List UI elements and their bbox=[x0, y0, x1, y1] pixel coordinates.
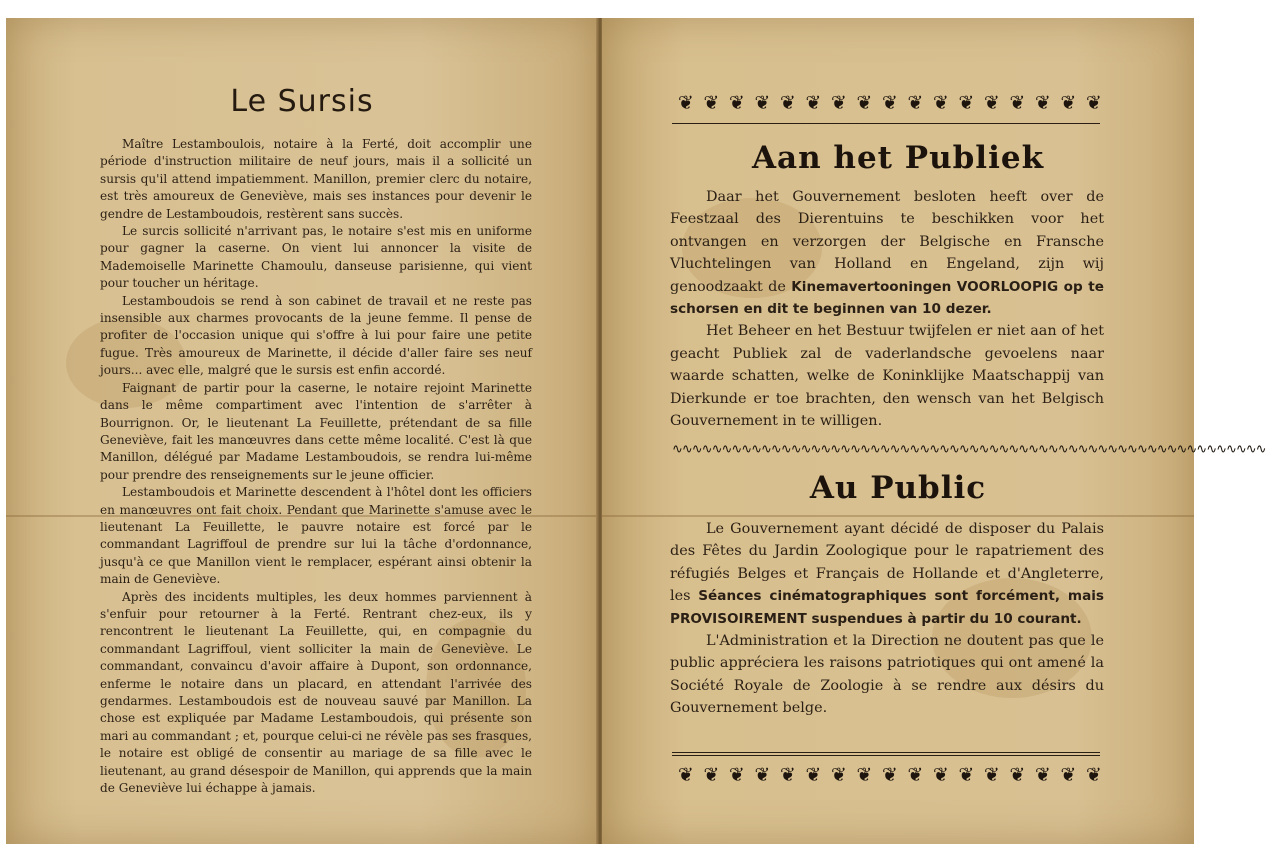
synopsis-paragraph: Après des incidents multiples, les deux hommes parviennent à s'enfuir pour retourner à la Ferté. Rentrant chez-eux, ils y rencontrent le lieutenant La Feuillette, qui, en compagnie du commandant Lagriffoul, vient solliciter la main de Geneviève. Le commandant, convaincu d'avoir affaire à Dupont, son ordonnance, enferme le notaire dans un placard, en attendant l'arrivée des gendarmes. Lestamboudois est de nouveau sauvé par Manillon. La chose est expliquée par Madame Lestamboudois, qui présente son mari au commandant ; et, pourque celui-ci ne révèle pas ses frasques, le notaire est obligé de consentir au mariage de sa fille avec le lieutenant, au grand désespoir de Manillon, qui apprends que la main de Geneviève lui échappe à jamais. bbox=[100, 589, 532, 796]
leaf-ornament-icon: ❦ bbox=[933, 92, 949, 114]
leaf-ornament-icon: ❦ bbox=[754, 764, 771, 786]
french-paragraph-1-text: Le Gouvernement ayant décidé de disposer du Palais des Fêtes du Jardin Zoologique pour le rapatriement des réfugiés Belges et Français de Hollande et d'Angleterre, les bbox=[670, 521, 1104, 605]
right-page bbox=[602, 18, 1266, 844]
french-notice bbox=[670, 518, 1104, 720]
leaf-ornament-icon: ❦ bbox=[984, 92, 1000, 114]
french-paragraph-2: L'Administration et la Direction ne doutent pas que le public appréciera les raisons patriotiques qui ont amené la Société Royale de Zoologie à se rendre aux désirs du Gouvernement belge. bbox=[670, 633, 1104, 717]
synopsis-paragraph: Lestamboudois et Marinette descendent à l'hôtel dont les officiers en manœuvres ont fait choix. Pendant que Marinette s'amuse avec le lieutenant La Feuillette, le pauvre notaire est forcé par le commandant Lagriffoul de prendre sur lui la tâche d'ordonnance, jusqu'à ce que Manillon vient le remplacer, espérant ainsi obtenir la main de Geneviève. bbox=[100, 485, 532, 587]
leaf-ornament-icon: ❦ bbox=[1086, 92, 1102, 114]
dutch-heading: Aan het Publiek bbox=[751, 140, 1045, 176]
leaf-ornament-icon: ❦ bbox=[754, 92, 771, 114]
leaf-ornament-icon: ❦ bbox=[856, 92, 873, 114]
divider-rule bbox=[672, 755, 1100, 756]
leaf-ornament-icon: ❦ bbox=[958, 764, 975, 786]
leaf-ornament-icon: ❦ bbox=[703, 764, 720, 786]
book-spread bbox=[6, 18, 1266, 844]
leaf-ornament-icon: ❦ bbox=[907, 92, 924, 114]
leaf-ornament-icon: ❦ bbox=[1009, 764, 1026, 786]
leaf-ornament-icon: ❦ bbox=[831, 92, 847, 114]
leaf-ornament-icon: ❦ bbox=[678, 92, 694, 114]
leaf-ornament-border bbox=[678, 88, 1102, 118]
leaf-ornament-icon: ❦ bbox=[882, 92, 898, 114]
leaf-ornament-icon: ❦ bbox=[805, 764, 822, 786]
leaf-ornament-icon: ❦ bbox=[831, 764, 847, 786]
synopsis-paragraph: Maître Lestamboulois, notaire à la Ferté, doit accomplir une période d'instruction militaire de neuf jours, mais il a sollicité un sursis qu'il attend impatiemment. Manillon, premier clerc du notaire, est très amoureux de Geneviève, mais ses instances pour devenir le gendre de Lestamboudois, restèrent sans succès. bbox=[100, 137, 532, 221]
leaf-ornament-icon: ❦ bbox=[933, 764, 949, 786]
leaf-ornament-icon: ❦ bbox=[1086, 764, 1102, 786]
synopsis-paragraph: Lestamboudois se rend à son cabinet de travail et ne reste pas insensible aux charmes provocants de la jeune femme. Il pense de profiter de l'occasion unique qui s'offre à lui pour faire une petite fugue. Très amoureux de Marinette, il décide d'aller faire ses neuf jours... avec elle, malgré que le sursis est enfin accordé. bbox=[100, 293, 532, 378]
divider-rule bbox=[672, 752, 1100, 753]
synopsis-paragraph: Le surcis sollicité n'arrivant pas, le notaire s'est mis en uniforme pour gagner la caserne. On vient lui annoncer la visite de Mademoiselle Marinette Chamoulu, danseuse parisienne, qui vient pour toucher un héritage. bbox=[100, 224, 532, 291]
leaf-ornament-icon: ❦ bbox=[805, 92, 822, 114]
leaf-ornament-icon: ❦ bbox=[1060, 764, 1077, 786]
dutch-paragraph-1-bold: Kinemavertooningen VOORLOOPIG op te schorsen en dit te beginnen van 10 dezer. bbox=[670, 278, 1104, 318]
leaf-ornament-icon: ❦ bbox=[958, 92, 975, 114]
leaf-ornament-border bbox=[678, 760, 1102, 790]
dutch-paragraph-1-text: Daar het Gouvernement besloten heeft over de Feestzaal des Dierentuins te beschikken voor het ontvangen en verzorgen der Belgische en Fransche Vluchtelingen van Holland en Engeland, zijn wij genoodzaakt de bbox=[670, 189, 1104, 295]
synopsis-paragraph: Faignant de partir pour la caserne, le notaire rejoint Marinette dans le même compartiment avec l'intention de s'arrêter à Bourrignon. Or, le lieutenant La Feuillette, prétendant de sa fille Geneviève, fait les manœuvres dans cette même localité. C'est là que Manillon, délégué par Madame Lestamboudois, se rendra lui-même pour prendre des renseignements sur le jeune officier. bbox=[100, 380, 532, 482]
wave-divider: ∿∿∿∿∿∿∿∿∿∿∿∿∿∿∿∿∿∿∿∿∿∿∿∿∿∿∿∿∿∿∿∿∿∿∿∿∿∿∿∿∿∿∿∿∿∿∿∿∿∿∿∿∿∿∿∿∿∿∿∿ bbox=[672, 442, 1266, 457]
french-paragraph-1 bbox=[670, 518, 1104, 630]
leaf-ornament-icon: ❦ bbox=[703, 92, 720, 114]
synopsis-text bbox=[100, 136, 532, 797]
dutch-paragraph-1 bbox=[670, 186, 1104, 320]
leaf-ornament-icon: ❦ bbox=[678, 764, 694, 786]
leaf-ornament-icon: ❦ bbox=[907, 764, 924, 786]
divider-rule bbox=[672, 123, 1100, 124]
leaf-ornament-icon: ❦ bbox=[1035, 92, 1051, 114]
french-heading: Au Public bbox=[809, 470, 987, 506]
leaf-ornament-icon: ❦ bbox=[729, 764, 745, 786]
leaf-ornament-icon: ❦ bbox=[1060, 92, 1077, 114]
french-paragraph-1-bold: Séances cinématographiques sont forcément, mais PROVISOIREMENT suspendues à partir du 10 courant. bbox=[670, 588, 1104, 627]
leaf-ornament-icon: ❦ bbox=[1009, 92, 1026, 114]
leaf-ornament-icon: ❦ bbox=[729, 92, 745, 114]
leaf-ornament-icon: ❦ bbox=[780, 764, 796, 786]
leaf-ornament-icon: ❦ bbox=[984, 764, 1000, 786]
leaf-ornament-icon: ❦ bbox=[856, 764, 873, 786]
leaf-ornament-icon: ❦ bbox=[882, 764, 898, 786]
leaf-ornament-icon: ❦ bbox=[780, 92, 796, 114]
left-page bbox=[6, 18, 598, 844]
page-fold bbox=[602, 515, 1194, 517]
dutch-notice bbox=[670, 186, 1104, 432]
dutch-paragraph-2: Het Beheer en het Bestuur twijfelen er niet aan of het geacht Publiek zal de vaderlandsche gevoelens naar waarde schatten, welke de Koninklijke Maatschappij van Dierkunde er toe brachten, den wensch van het Belgisch Gouvernement in te willigen. bbox=[670, 323, 1104, 430]
leaf-ornament-icon: ❦ bbox=[1035, 764, 1051, 786]
page-title: Le Sursis bbox=[230, 84, 374, 119]
